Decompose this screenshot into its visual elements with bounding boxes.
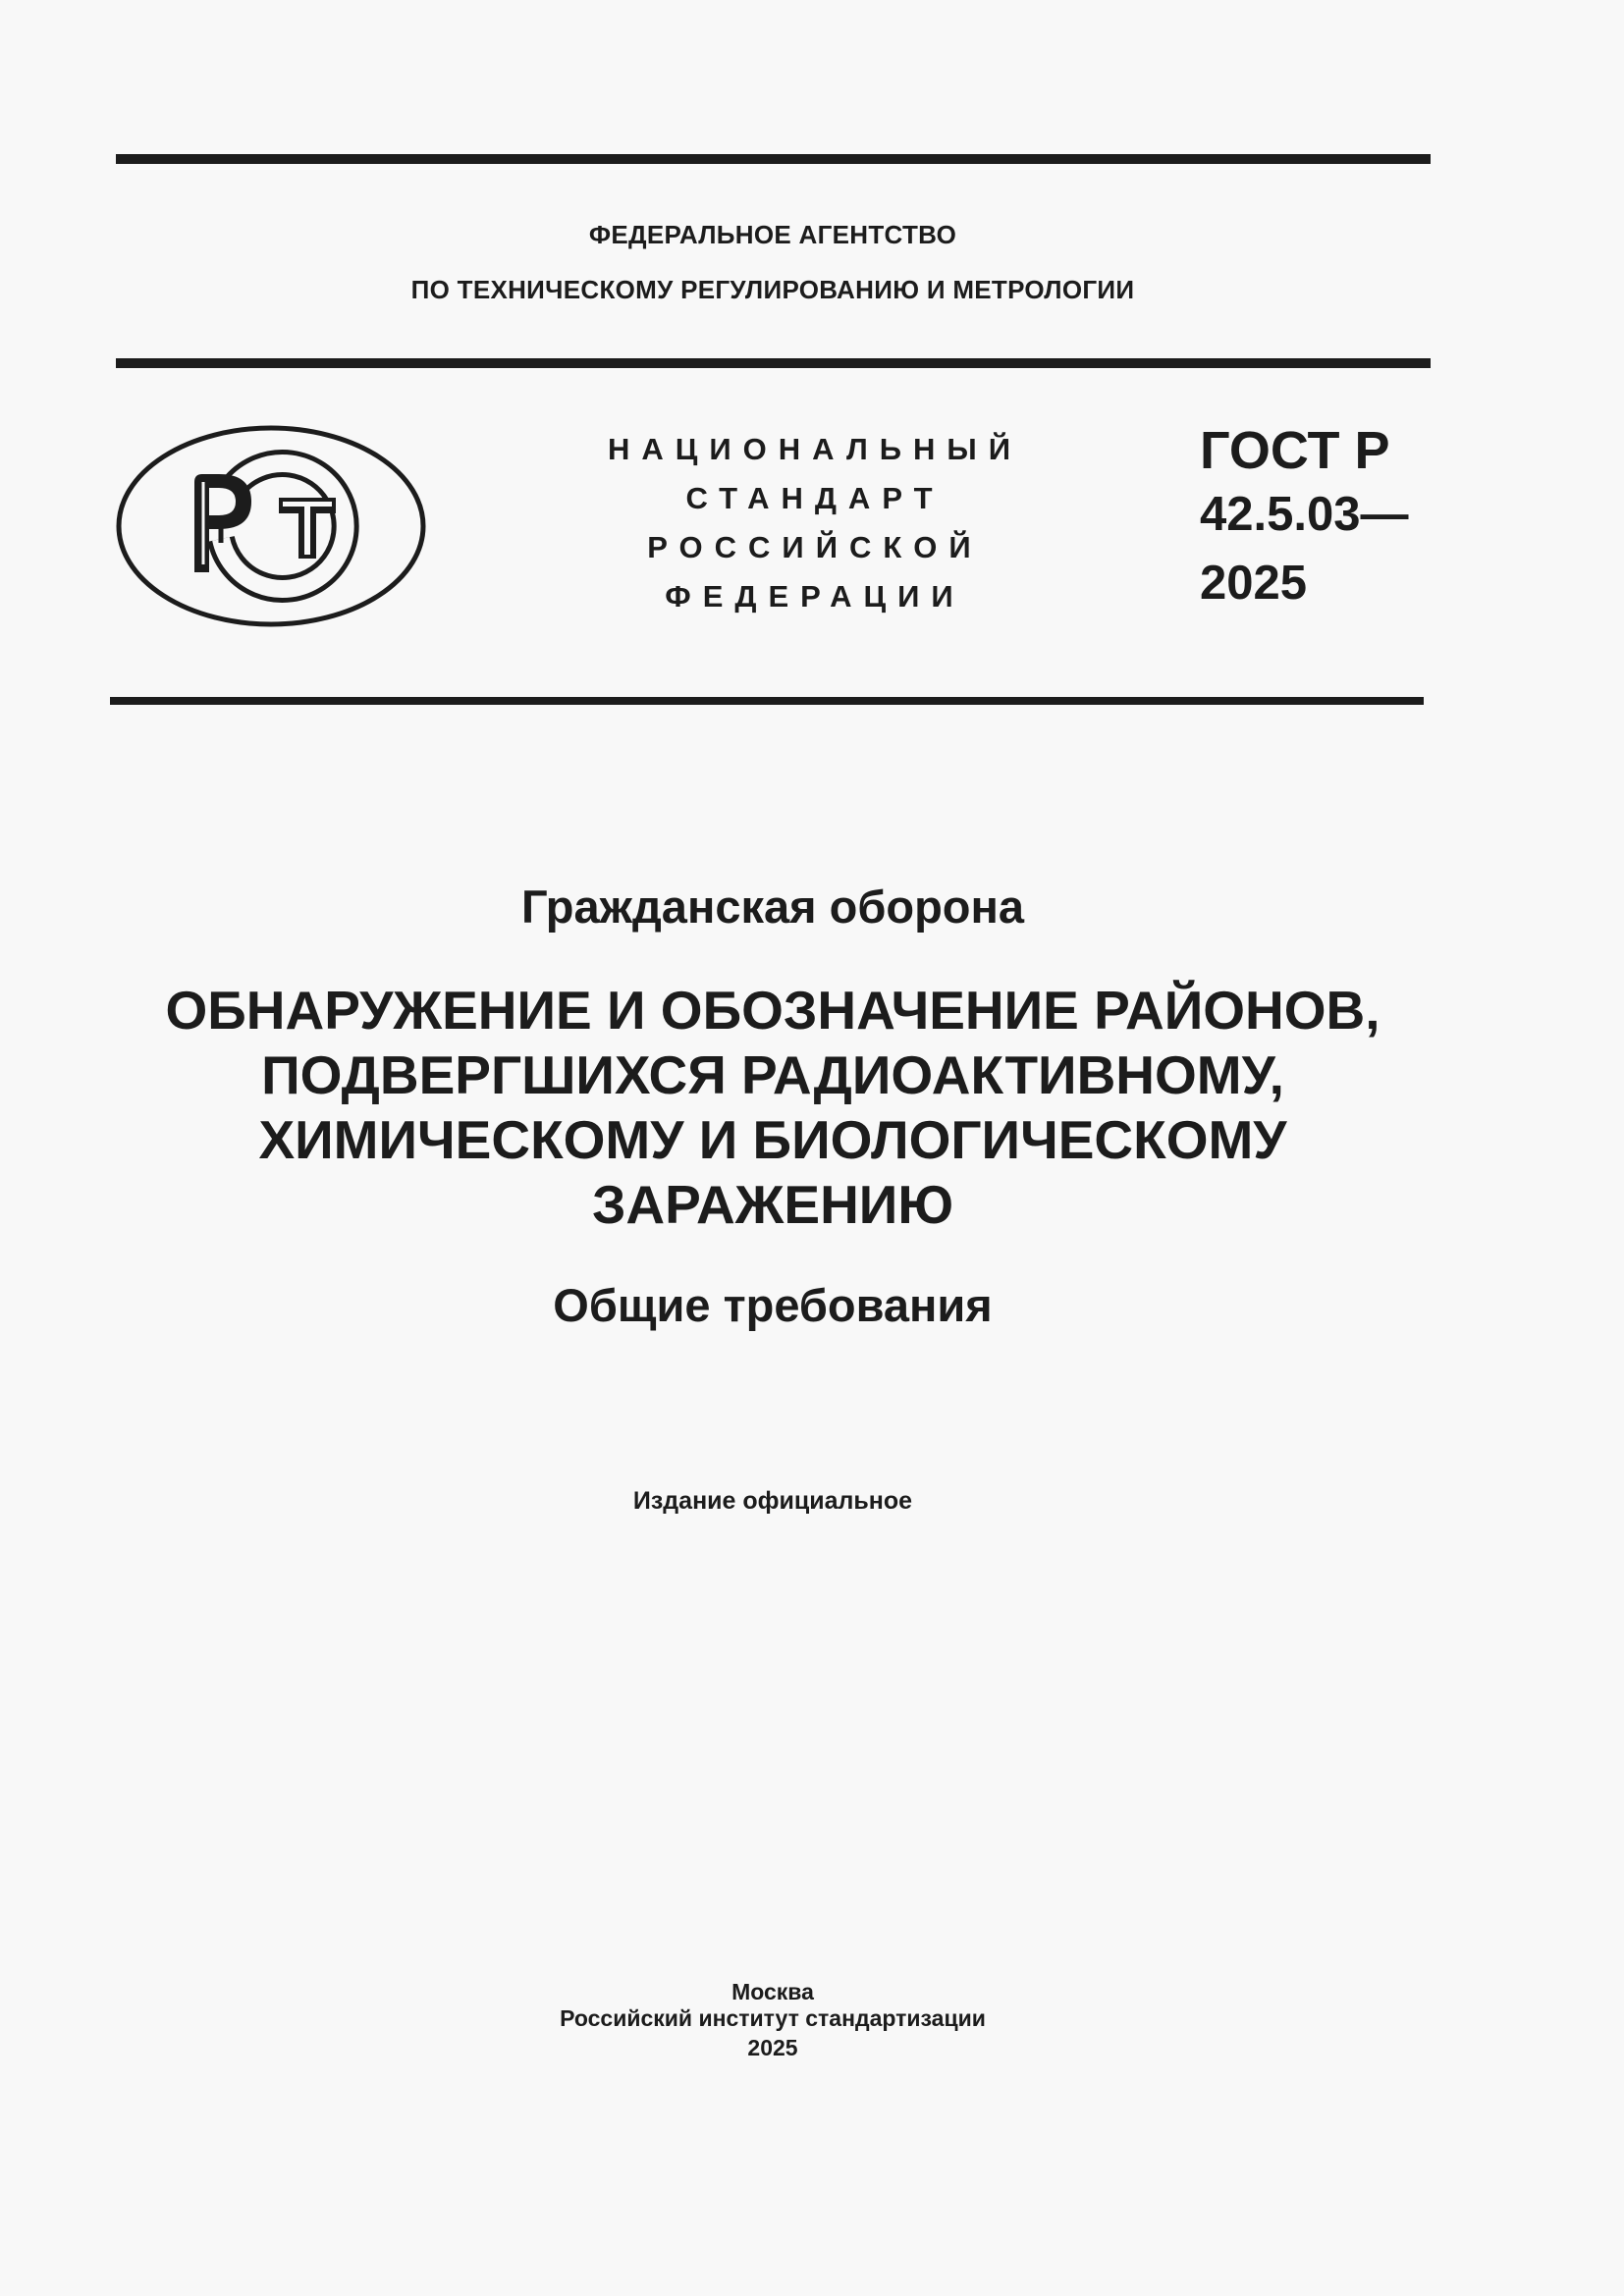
standard-type-line-2: СТАНДАРТ [685, 481, 945, 515]
imprint-publisher: Российский институт стандартизации [560, 2005, 986, 2031]
document-title [98, 978, 1447, 1237]
lower-divider [110, 697, 1424, 705]
imprint-year: 2025 [747, 2035, 798, 2060]
imprint-city: Москва [731, 1979, 814, 2004]
edition-label: Издание официальное [632, 1487, 913, 1515]
top-divider [116, 154, 1431, 164]
agency-name-line-1: ФЕДЕРАЛЬНОЕ АГЕНТСТВО [588, 220, 957, 249]
rst-logo-icon [116, 425, 426, 627]
document-title-line-1: ОБНАРУЖЕНИЕ И ОБОЗНАЧЕНИЕ РАЙОНОВ, [165, 980, 1380, 1041]
standard-designation-line-3: 2025 [1200, 557, 1308, 610]
middle-divider [116, 358, 1431, 368]
standard-designation-line-2: 42.5.03— [1200, 488, 1409, 541]
document-title-line-4: ЗАРАЖЕНИЮ [591, 1174, 954, 1235]
standard-type-line-3: РОССИЙСКОЙ [647, 530, 983, 564]
document-subtitle: Общие требования [553, 1279, 993, 1331]
series-title: Гражданская оборона [520, 881, 1025, 933]
document-title-line-3: ХИМИЧЕСКОМУ И БИОЛОГИЧЕСКОМУ [258, 1109, 1287, 1170]
standard-type-line-4: ФЕДЕРАЦИИ [665, 579, 965, 614]
agency-name-line-2: ПО ТЕХНИЧЕСКОМУ РЕГУЛИРОВАНИЮ И МЕТРОЛОГИИ [410, 275, 1135, 304]
document-title-line-2: ПОДВЕРГШИХСЯ РАДИОАКТИВНОМУ, [261, 1044, 1284, 1105]
standard-type-line-1: НАЦИОНАЛЬНЫЙ [607, 432, 1023, 466]
standard-designation-line-1: ГОСТ Р [1200, 421, 1390, 480]
